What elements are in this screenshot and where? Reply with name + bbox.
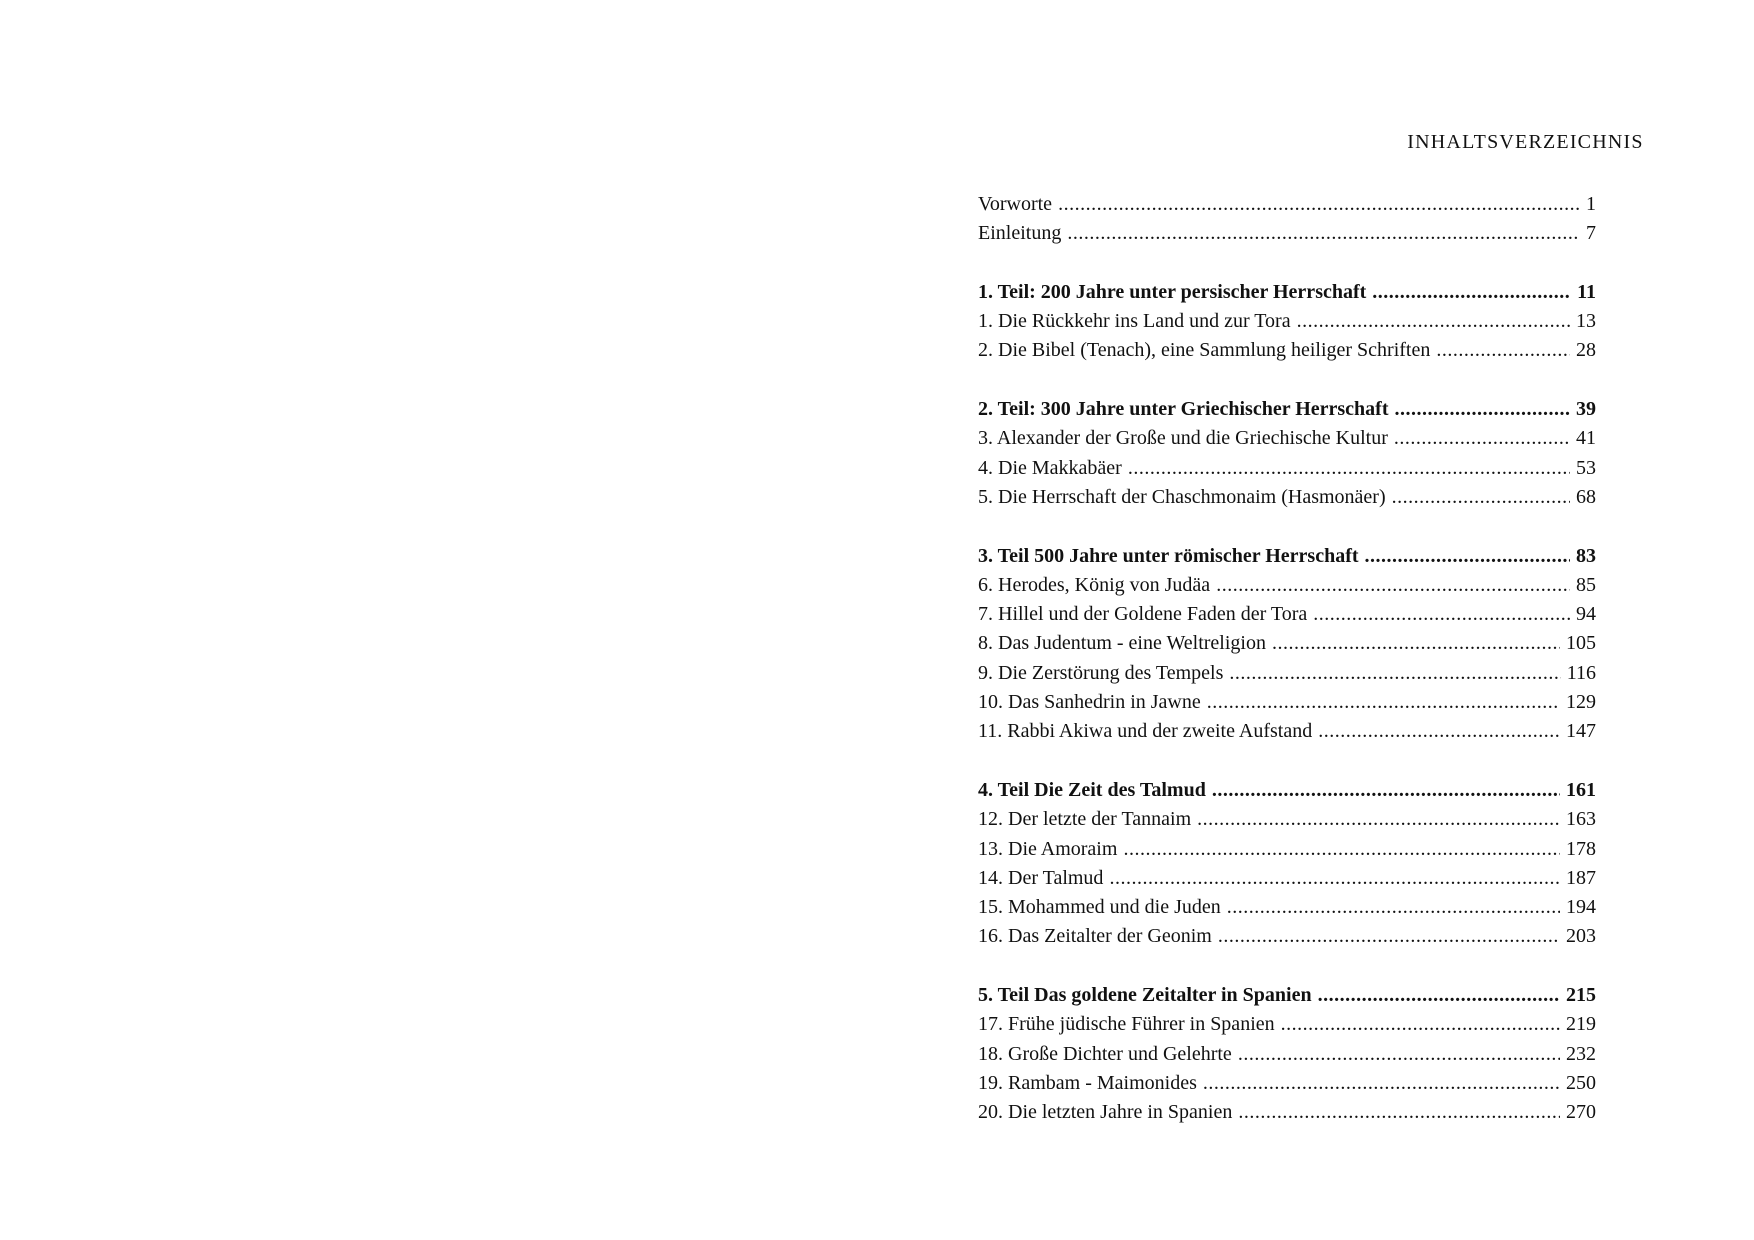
toc-page-number: 39 <box>1576 398 1596 421</box>
toc-page-number: 105 <box>1566 632 1596 655</box>
dot-leader <box>1238 1040 1560 1069</box>
dot-leader <box>1281 1010 1560 1039</box>
toc-entry-title: Vorworte <box>978 193 1053 215</box>
toc-entry-title: 15. Mohammed und die Juden <box>978 896 1221 919</box>
toc-entry[interactable] <box>978 717 1596 746</box>
toc-entry-title: 1. Teil: 200 Jahre unter persischer Herrschaft <box>978 280 1367 303</box>
dot-leader <box>1197 805 1560 834</box>
toc-page-number: 215 <box>1566 984 1596 1007</box>
toc-entry-title: 3. Alexander der Große und die Griechische Kultur <box>978 427 1388 450</box>
dot-leader <box>1395 395 1571 424</box>
toc-section-spacer <box>978 747 1596 776</box>
toc-entry[interactable] <box>978 1098 1596 1127</box>
toc-page-number: 161 <box>1566 778 1596 801</box>
toc-page <box>877 0 1754 1240</box>
toc-part-heading[interactable] <box>978 278 1596 307</box>
table-of-contents <box>978 190 1596 1128</box>
toc-section-spacer <box>978 952 1596 981</box>
toc-entry-title: 5. Teil Das goldene Zeitalter in Spanien <box>978 984 1312 1007</box>
toc-page-number: 7 <box>1586 222 1596 245</box>
toc-page-number: 203 <box>1566 925 1596 948</box>
toc-page-number: 178 <box>1566 837 1596 860</box>
toc-entry[interactable] <box>978 688 1596 717</box>
toc-part-heading[interactable] <box>978 395 1596 424</box>
dot-leader <box>1318 981 1560 1010</box>
toc-entry-title: 6. Herodes, König von Judäa <box>978 573 1211 596</box>
toc-section-spacer <box>978 249 1596 278</box>
toc-entry[interactable] <box>978 835 1596 864</box>
dot-leader <box>1207 688 1560 717</box>
dot-leader <box>1203 1069 1560 1098</box>
toc-page-number: 68 <box>1576 485 1596 508</box>
toc-entry-title: 11. Rabbi Akiwa und der zweite Aufstand <box>978 720 1313 743</box>
toc-page-number: 83 <box>1576 544 1596 567</box>
toc-entry[interactable] <box>978 424 1596 453</box>
toc-entry[interactable] <box>978 336 1596 365</box>
toc-entry-title: 3. Teil 500 Jahre unter römischer Herrschaft <box>978 544 1359 567</box>
toc-page-number: 194 <box>1566 896 1596 919</box>
dot-leader <box>1216 571 1570 600</box>
toc-entry-title: 17. Frühe jüdische Führer in Spanien <box>978 1013 1275 1036</box>
toc-page-number: 232 <box>1566 1042 1596 1065</box>
toc-section-spacer <box>978 366 1596 395</box>
toc-entry[interactable] <box>978 483 1596 512</box>
dot-leader <box>1372 278 1571 307</box>
dot-leader <box>1365 542 1570 571</box>
toc-entry[interactable] <box>978 864 1596 893</box>
toc-page-number: 11 <box>1577 280 1596 303</box>
dot-leader <box>1318 717 1560 746</box>
toc-page-number: 129 <box>1566 691 1596 714</box>
toc-entry-title: 4. Teil Die Zeit des Talmud <box>978 778 1206 801</box>
toc-entry[interactable] <box>978 600 1596 629</box>
toc-entry-title: 4. Die Makkabäer <box>978 456 1122 479</box>
dot-leader <box>1297 307 1570 336</box>
toc-entry-title: 7. Hillel und der Goldene Faden der Tora <box>978 603 1308 626</box>
toc-entry-title: 20. Die letzten Jahre in Spanien <box>978 1101 1233 1124</box>
toc-page-number: 250 <box>1566 1071 1596 1094</box>
toc-entry-title: 10. Das Sanhedrin in Jawne <box>978 691 1201 714</box>
toc-page-number: 28 <box>1576 339 1596 362</box>
toc-page-number: 94 <box>1576 603 1596 626</box>
toc-entry[interactable] <box>978 571 1596 600</box>
toc-page-number: 53 <box>1576 456 1596 479</box>
toc-entry-title: 2. Teil: 300 Jahre unter Griechischer Herrschaft <box>978 398 1389 421</box>
toc-page-number: 187 <box>1566 866 1596 889</box>
dot-leader <box>1436 336 1570 365</box>
toc-page-number: 116 <box>1566 661 1596 684</box>
dot-leader <box>1058 190 1580 219</box>
dot-leader <box>1392 483 1570 512</box>
toc-entry[interactable] <box>978 922 1596 951</box>
toc-entry[interactable] <box>978 307 1596 336</box>
dot-leader <box>1272 629 1560 658</box>
toc-entry[interactable] <box>978 893 1596 922</box>
toc-entry-title: 2. Die Bibel (Tenach), eine Sammlung heiliger Schriften <box>978 339 1431 362</box>
toc-part-heading[interactable] <box>978 981 1596 1010</box>
toc-page-number: 147 <box>1566 720 1596 743</box>
toc-entry[interactable] <box>978 219 1596 248</box>
toc-entry[interactable] <box>978 659 1596 688</box>
toc-part-heading[interactable] <box>978 776 1596 805</box>
dot-leader <box>1229 659 1560 688</box>
toc-entry-title: 9. Die Zerstörung des Tempels <box>978 661 1224 684</box>
toc-entry-title: 5. Die Herrschaft der Chaschmonaim (Hasmonäer) <box>978 485 1386 508</box>
dot-leader <box>1109 864 1560 893</box>
toc-entry[interactable] <box>978 190 1596 219</box>
dot-leader <box>1212 776 1560 805</box>
toc-entry-title: 19. Rambam - Maimonides <box>978 1071 1197 1094</box>
dot-leader <box>1067 219 1580 248</box>
toc-entry[interactable] <box>978 1069 1596 1098</box>
toc-page-number: 13 <box>1576 310 1596 333</box>
toc-page-number: 85 <box>1576 573 1596 596</box>
dot-leader <box>1238 1098 1560 1127</box>
toc-entry-title: 16. Das Zeitalter der Geonim <box>978 925 1212 948</box>
toc-entry-title: 18. Große Dichter und Gelehrte <box>978 1042 1232 1065</box>
toc-entry[interactable] <box>978 805 1596 834</box>
toc-title: INHALTSVERZEICHNIS <box>1407 131 1644 153</box>
toc-page-number: 219 <box>1566 1013 1596 1036</box>
toc-entry-title: Einleitung <box>978 222 1062 245</box>
toc-entry-title: 12. Der letzte der Tannaim <box>978 808 1192 831</box>
dot-leader <box>1128 454 1570 483</box>
dot-leader <box>1313 600 1570 629</box>
toc-part-heading[interactable] <box>978 542 1596 571</box>
toc-entry-title: 14. Der Talmud <box>978 866 1104 889</box>
dot-leader <box>1218 922 1560 951</box>
toc-entry-title: 8. Das Judentum - eine Weltreligion <box>978 632 1266 655</box>
toc-entry[interactable] <box>978 1040 1596 1069</box>
toc-entry-title: 1. Die Rückkehr ins Land und zur Tora <box>978 310 1291 333</box>
toc-section-spacer <box>978 512 1596 541</box>
toc-entry-title: 13. Die Amoraim <box>978 837 1118 860</box>
toc-entry[interactable] <box>978 629 1596 658</box>
dot-leader <box>1227 893 1560 922</box>
dot-leader <box>1123 835 1560 864</box>
toc-page-number: 270 <box>1566 1101 1596 1124</box>
toc-entry[interactable] <box>978 454 1596 483</box>
toc-page-number: 41 <box>1576 427 1596 450</box>
toc-page-number: 163 <box>1566 808 1596 831</box>
toc-page-number: 1 <box>1586 193 1596 215</box>
toc-entry[interactable] <box>978 1010 1596 1039</box>
dot-leader <box>1394 424 1570 453</box>
